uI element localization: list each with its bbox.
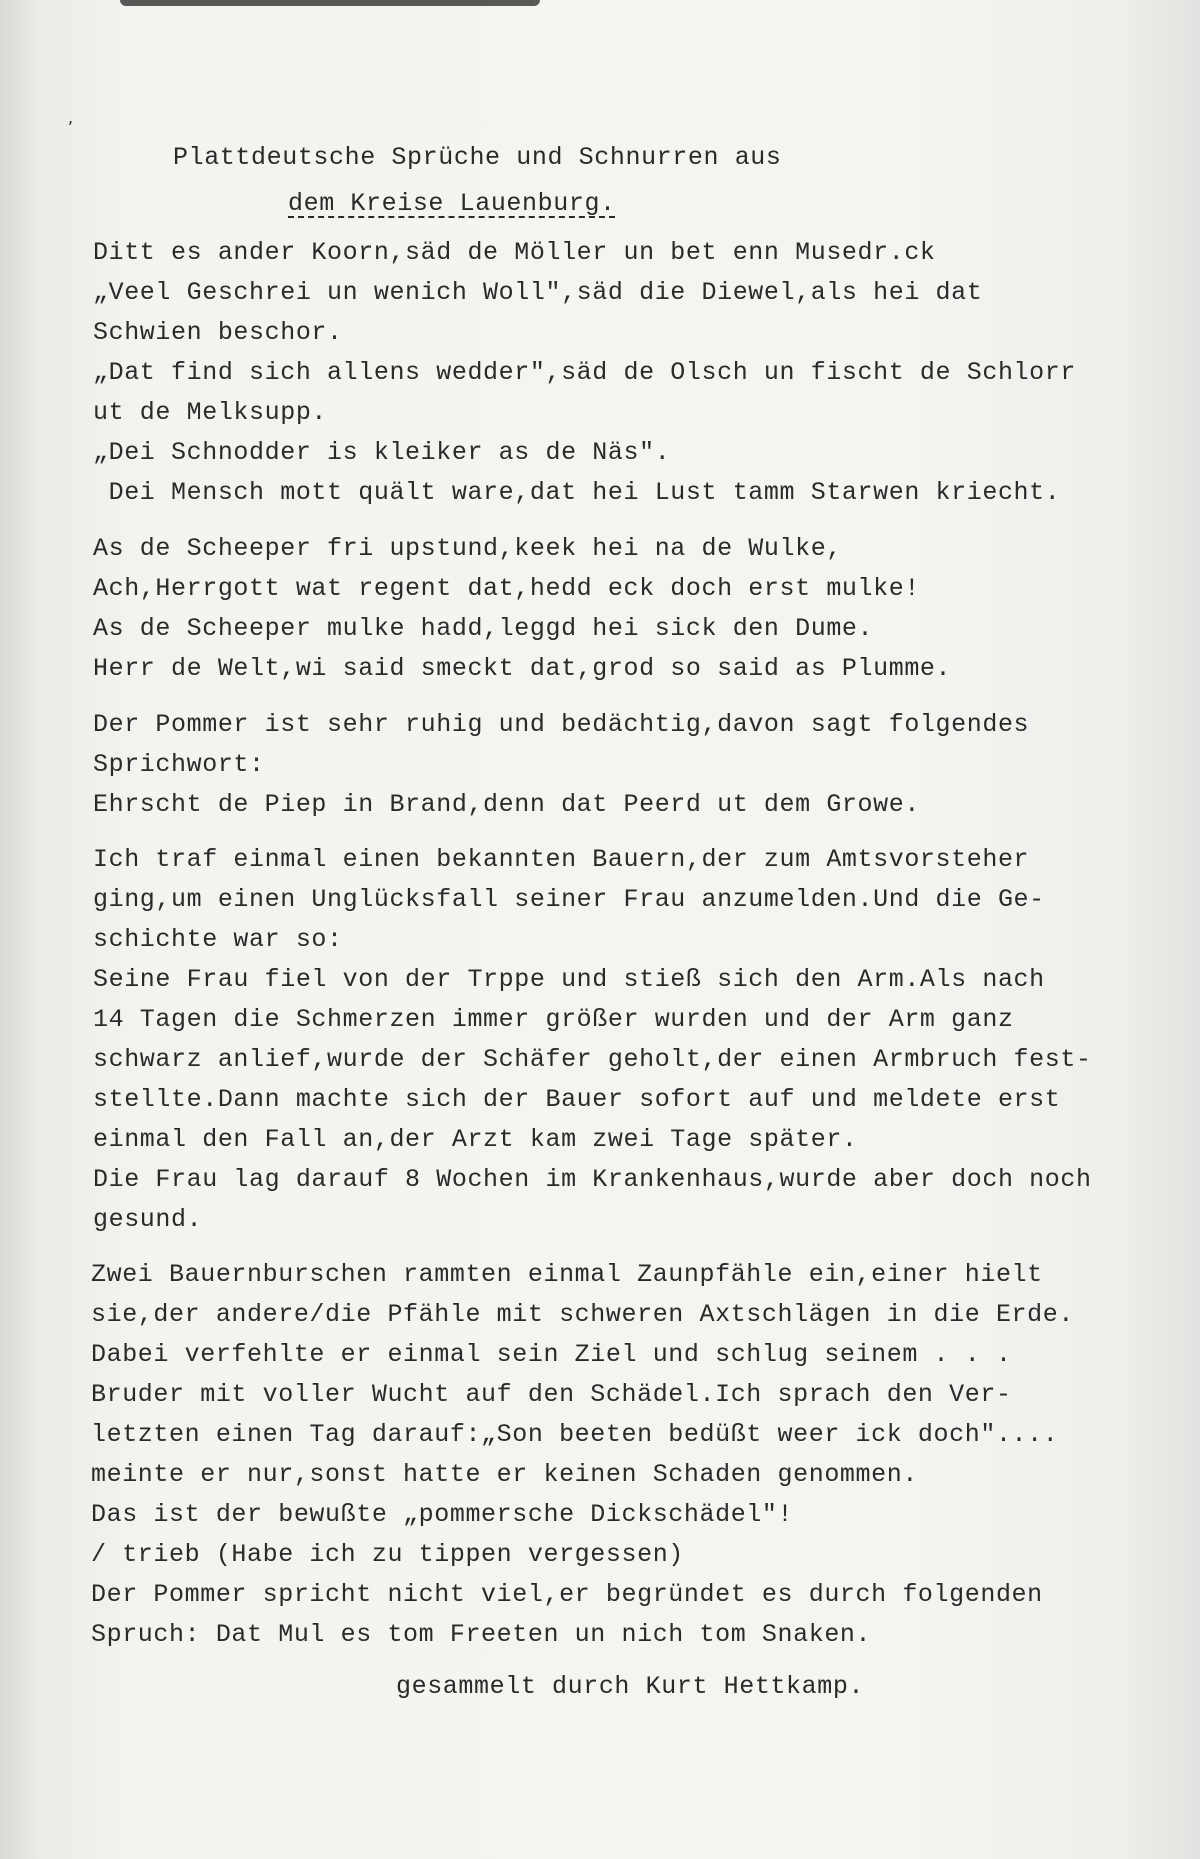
- paragraph-line: Dei Mensch mott quält ware,dat hei Lust tamm Starwen kriecht.: [93, 478, 1061, 507]
- paragraph-line: Ehrscht de Piep in Brand,denn dat Peerd ut dem Growe.: [93, 790, 920, 819]
- paragraph-line: Die Frau lag darauf 8 Wochen im Krankenhaus,wurde aber doch noch: [93, 1165, 1092, 1194]
- paragraph-line: sie,der andere/die Pfähle mit schweren Axtschlägen in die Erde.: [91, 1300, 1074, 1329]
- stray-ink-mark: ’: [66, 120, 75, 136]
- paragraph-line: stellte.Dann machte sich der Bauer sofort auf und meldete erst: [93, 1085, 1061, 1114]
- paragraph-line: „Dei Schnodder is kleiker as de Näs".: [93, 438, 671, 467]
- paragraph-line: Dabei verfehlte er einmal sein Ziel und schlug seinem . . .: [91, 1340, 1012, 1369]
- paragraph-line: As de Scheeper mulke hadd,leggd hei sick den Dume.: [93, 614, 874, 643]
- paragraph-line: Seine Frau fiel von der Trppe und stieß sich den Arm.Als nach: [93, 965, 1045, 994]
- paragraph-line: Das ist der bewußte „pommersche Dickschädel"!: [91, 1500, 794, 1529]
- paragraph-line: „Dat find sich allens wedder",säd de Olsch un fischt de Schlorr: [93, 358, 1076, 387]
- paragraph-line: As de Scheeper fri upstund,keek hei na de Wulke,: [93, 534, 842, 563]
- paragraph-line: / trieb (Habe ich zu tippen vergessen): [91, 1540, 684, 1569]
- paragraph-line: ging,um einen Unglücksfall seiner Frau anzumelden.Und die Ge-: [93, 885, 1045, 914]
- paragraph-line: 14 Tagen die Schmerzen immer größer wurden und der Arm ganz: [93, 1005, 1014, 1034]
- paragraph-line: ut de Melksupp.: [93, 398, 328, 427]
- page-edge-shadow: [120, 0, 540, 6]
- paragraph-line: letzten einen Tag darauf:„Son beeten bedüßt weer ick doch"....: [91, 1420, 1059, 1449]
- paragraph-line: Zwei Bauernburschen rammten einmal Zaunpfähle ein,einer hielt: [91, 1260, 1043, 1289]
- document-subtitle: dem Kreise Lauenburg.: [288, 189, 616, 218]
- paragraph-line: meinte er nur,sonst hatte er keinen Schaden genommen.: [91, 1460, 918, 1489]
- paragraph-line: einmal den Fall an,der Arzt kam zwei Tage später.: [93, 1125, 858, 1154]
- paragraph-line: Schwien beschor.: [93, 318, 343, 347]
- paragraph-line: Der Pommer spricht nicht viel,er begründet es durch folgenden: [91, 1580, 1043, 1609]
- paragraph-line: Spruch: Dat Mul es tom Freeten un nich tom Snaken.: [91, 1620, 872, 1649]
- paragraph-line: Ich traf einmal einen bekannten Bauern,der zum Amtsvorsteher: [93, 845, 1030, 874]
- paragraph-line: Herr de Welt,wi said smeckt dat,grod so said as Plumme.: [93, 654, 952, 683]
- paragraph-line: Ach,Herrgott wat regent dat,hedd eck doch erst mulke!: [93, 574, 920, 603]
- signature: gesammelt durch Kurt Hettkamp.: [396, 1672, 865, 1701]
- paragraph-line: schichte war so:: [93, 925, 343, 954]
- paragraph-line: Ditt es ander Koorn,säd de Möller un bet enn Musedr.ck: [93, 238, 936, 267]
- paragraph-line: gesund.: [93, 1205, 203, 1234]
- paragraph-line: „Veel Geschrei un wenich Woll",säd die Diewel,als hei dat: [93, 278, 983, 307]
- paragraph-line: Bruder mit voller Wucht auf den Schädel.Ich sprach den Ver-: [91, 1380, 1012, 1409]
- paragraph-line: Sprichwort:: [93, 750, 265, 779]
- paragraph-line: Der Pommer ist sehr ruhig und bedächtig,davon sagt folgendes: [93, 710, 1030, 739]
- paragraph-line: schwarz anlief,wurde der Schäfer geholt,der einen Armbruch fest-: [93, 1045, 1092, 1074]
- document-title: Plattdeutsche Sprüche und Schnurren aus: [173, 143, 782, 172]
